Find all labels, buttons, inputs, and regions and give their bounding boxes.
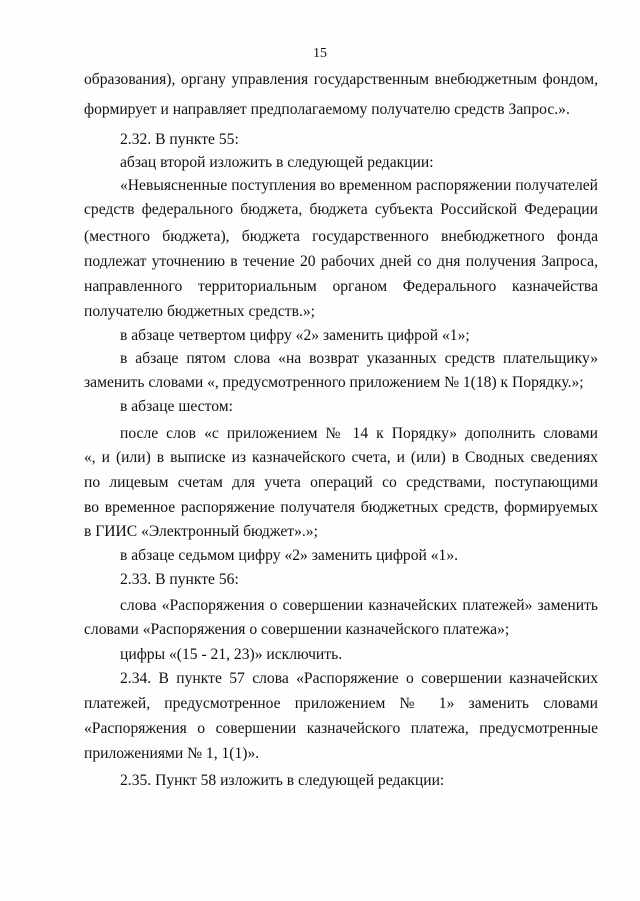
text-line: 2.34. В пункте 57 слова «Распоряжение о совершении казначейских <box>120 670 598 687</box>
text-line: слова «Распоряжения о совершении казначейских платежей» заменить <box>120 597 598 614</box>
text-line: средств федерального бюджета, бюджета субъекта Российской Федерации <box>84 201 598 218</box>
page-number: 15 <box>313 46 327 61</box>
text-line: словами «Распоряжения о совершении казначейского платежа»; <box>84 621 510 638</box>
text-line: после слов «с приложением № 14 к Порядку» дополнить словами <box>120 425 598 442</box>
text-line: «, и (или) в выписке из казначейского счета, и (или) в Сводных сведениях <box>84 449 598 466</box>
text-line: формирует и направляет предполагаемому получателю средств Запрос.». <box>84 101 570 118</box>
text-line: «Распоряжения о совершении казначейского платежа, предусмотренные <box>84 720 598 737</box>
text-line: в абзаце седьмом цифру «2» заменить цифрой «1». <box>120 547 459 564</box>
text-line: 2.33. В пункте 56: <box>120 571 239 588</box>
text-line: «Невыясненные поступления во временном распоряжении получателей <box>120 177 598 194</box>
text-line: абзац второй изложить в следующей редакции: <box>120 154 434 171</box>
text-line: в абзаце четвертом цифру «2» заменить цифрой «1»; <box>120 327 470 344</box>
text-line: во временное распоряжение получателя бюджетных средств, формируемых <box>84 499 598 516</box>
text-line: цифры «(15 - 21, 23)» исключить. <box>120 646 343 663</box>
text-line: направленного территориальным органом Федерального казначейства <box>84 278 598 295</box>
text-line: подлежат уточнению в течение 20 рабочих дней со дня получения Запроса, <box>84 253 598 270</box>
text-line: (местного бюджета), бюджета государственного внебюджетного фонда <box>84 228 598 245</box>
text-line: получателю бюджетных средств.»; <box>84 303 315 320</box>
text-line: платежей, предусмотренное приложением № 1» заменить словами <box>84 695 598 712</box>
text-line: в ГИИС «Электронный бюджет».»; <box>84 523 318 540</box>
text-line: заменить словами «, предусмотренного приложением № 1(18) к Порядку.»; <box>84 374 584 391</box>
text-line: в абзаце шестом: <box>120 398 233 415</box>
text-line: 2.35. Пункт 58 изложить в следующей редакции: <box>120 772 445 789</box>
text-line: по лицевым счетам для учета операций со средствами, поступающими <box>84 474 598 491</box>
text-line: в абзаце пятом слова «на возврат указанных средств плательщику» <box>120 350 598 367</box>
text-line: приложениями № 1, 1(1)». <box>84 745 260 762</box>
text-line: 2.32. В пункте 55: <box>120 131 239 148</box>
text-line: образования), органу управления государственным внебюджетным фондом, <box>84 71 598 88</box>
